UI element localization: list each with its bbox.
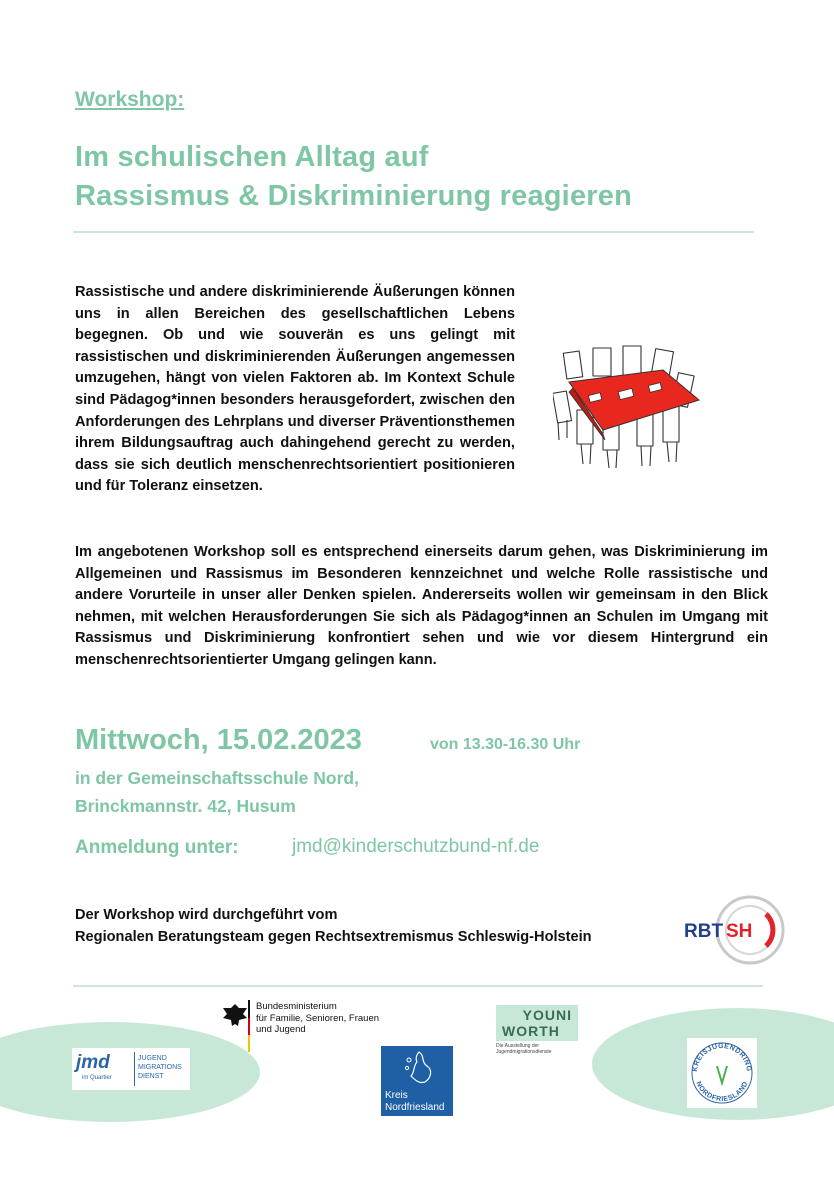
jmd-line-1: JUGEND xyxy=(138,1055,167,1062)
page-title xyxy=(75,138,632,216)
venue-line-1: in der Gemeinschaftsschule Nord, xyxy=(75,768,359,788)
chair-back xyxy=(593,348,611,376)
jmd-line-3: DIENST xyxy=(138,1073,164,1080)
title-line-1: Im schulischen Alltag auf xyxy=(75,141,429,173)
jmd-logo-text: jmd xyxy=(76,1052,110,1073)
intro-rest: Ob und wie souverän es uns gelingt mit rassistischen und diskriminierenden Äußerungen angemessen umzugehen, hängt von vielen Faktoren ab. Im Kontext Schule sind Pädagog*innen besonders herausgefordert, zwischen den Anforderungen des Lehrplans und diverser Präventionsthemen ihrem Bildungsauftrag auch dahingehend gerecht zu werden, dass sie sich deutlich menschenrechtsorientiert positionieren und für Toleranz einsetzen. xyxy=(75,327,515,495)
eagle-icon xyxy=(220,1000,250,1052)
jmd-logo xyxy=(72,1048,190,1090)
organizer-line-1: Der Workshop wird durchgeführt vom xyxy=(75,907,338,923)
nordfriesland-map-icon xyxy=(401,1050,441,1086)
chair-back xyxy=(553,391,571,423)
registration-email-link[interactable]: jmd@kinderschutzbund-nf.de xyxy=(292,836,540,857)
workshop-description: Im angebotenen Workshop soll es entsprechend einerseits darum gehen, was Diskriminierung im Allgemeinen und Rassismus im Besonderen kennzeichnet und welche Rolle rassistische und andere Vorurteile in unser aller Denken spielen. Andererseits wollen wir gemeinsam in den Blick nehmen, mit welchen Herausforderungen Sie sich als Pädagog*innen an Schulen im Umgang mit Rassismus und Diskriminierung konfrontiert sehen und wie vor diesem Hintergrund ein menschenrechtsorientierter Umgang gelingen kann. xyxy=(75,544,768,668)
intro-paragraph xyxy=(75,282,515,498)
youniworth-line-2: WORTH xyxy=(502,1023,560,1039)
chair-back xyxy=(563,351,582,379)
kjr-line-2: NORDFRIESLAND xyxy=(694,1080,750,1104)
meeting-table-illustration xyxy=(553,340,703,470)
title-line-2: Rassismus & Diskriminierung reagieren xyxy=(75,180,632,212)
event-venue xyxy=(75,764,359,820)
kreis-line-2: Nordfriesland xyxy=(385,1102,445,1113)
kreis-line-1: Kreis xyxy=(385,1090,408,1101)
kreisjugendring-logo xyxy=(687,1038,757,1108)
ministry-line-2: für Familie, Senioren, Frauen xyxy=(256,1012,380,1024)
registration-label: Anmeldung unter: xyxy=(75,837,239,858)
intro-lead: Rassistische und andere diskriminierende Äußerungen können uns in allen Bereichen des gesellschaftlichen Lebens begegnen. xyxy=(75,284,515,344)
youniworth-sub-2: Jugendmigrationsdienste xyxy=(496,1049,552,1055)
event-time: von 13.30-16.30 Uhr xyxy=(430,736,581,753)
jmd-logo-sub: im Quartier xyxy=(82,1075,112,1081)
kreis-nordfriesland-logo xyxy=(381,1046,453,1116)
youniworth-logo xyxy=(496,1005,578,1055)
event-date: Mittwoch, 15.02.2023 xyxy=(75,724,362,756)
divider-top xyxy=(73,231,754,233)
organizer-line-2: Regionalen Beratungsteam gegen Rechtsextremismus Schleswig-Holstein xyxy=(75,928,592,945)
rbtsh-text-b: SH xyxy=(726,921,753,942)
ministry-line-1: Bundesministerium xyxy=(256,1001,337,1012)
jmd-line-2: MIGRATIONS xyxy=(138,1064,182,1071)
youniworth-line-1: YOUNI xyxy=(522,1007,572,1023)
divider-bottom xyxy=(73,985,763,987)
kjr-line-1: KREISJUGENDRING xyxy=(691,1042,753,1073)
organizer-text xyxy=(75,905,592,948)
chair-back xyxy=(663,406,679,442)
kicker-workshop: Workshop: xyxy=(75,88,185,111)
rbtsh-text-a: RBT xyxy=(684,921,724,942)
chair-back xyxy=(623,346,641,376)
venue-line-2: Brinckmannstr. 42, Husum xyxy=(75,796,296,816)
rbtsh-logo xyxy=(680,894,790,966)
ministry-line-3: und Jugend xyxy=(256,1024,306,1035)
youniworth-sub-1: Die Ausstellung der xyxy=(496,1043,540,1049)
